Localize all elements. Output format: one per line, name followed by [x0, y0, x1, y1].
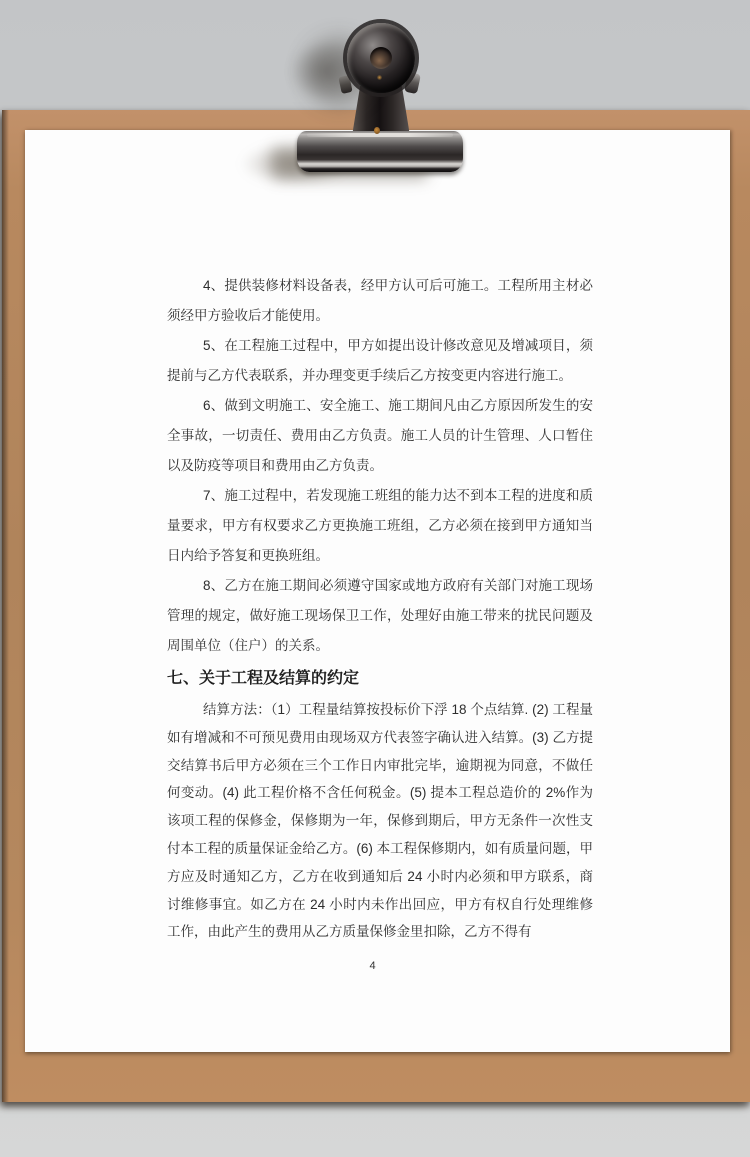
clip-stem — [352, 86, 410, 136]
contract-paragraph: 4、提供装修材料设备表，经甲方认可后可施工。工程所用主材必须经甲方验收后才能使用。 — [167, 278, 593, 323]
section-heading: 七、关于工程及结算的约定 — [167, 670, 360, 687]
paper-sheet — [25, 130, 730, 1052]
contract-paragraph: 7、施工过程中，若发现施工班组的能力达不到本工程的进度和质量要求，甲方有权要求乙方更换施工班组，乙方必须在接到甲方通知当日内给予答复和更换班组。 — [167, 488, 593, 563]
clip-rivet — [374, 127, 380, 134]
page-number: 4 — [369, 960, 376, 972]
clip-bar — [297, 131, 463, 172]
clip-knob-glint — [377, 75, 382, 80]
clip-knob — [347, 23, 415, 93]
contract-paragraph: 6、做到文明施工、安全施工、施工期间凡由乙方原因所发生的安全事故，一切责任、费用由乙方负责。施工人员的计生管理、人口暂住以及防疫等项目和费用由乙方负责。 — [167, 398, 593, 473]
document-content — [167, 271, 593, 946]
contract-paragraph: 5、在工程施工过程中，甲方如提出设计修改意见及增减项目，须提前与乙方代表联系，并办理变更手续后乙方按变更内容进行施工。 — [167, 338, 593, 383]
binder-clip — [0, 0, 750, 200]
contract-paragraph: 8、乙方在施工期间必须遵守国家或地方政府有关部门对施工现场管理的规定，做好施工现场保卫工作，处理好由施工带来的扰民问题及周围单位（住户）的关系。 — [167, 578, 593, 653]
settlement-paragraph: 结算方法：（1）工程量结算按投标价下浮 18 个点结算. (2) 工程量如有增减和不可预见费用由现场双方代表签字确认进入结算。(3) 乙方提交结算书后甲方必须在三个工作日内审批完毕，逾期视为同意，不做任何变动。(4) 此工程价格不含任何税金。(5) 提本工程总造价的 2%作为该项工程的保修金，保修期为一年，保修到期后，甲方无条件一次性支付本工程的质量保证金给乙方。(6) 本工程保修期内，如有质量问题，甲方应及时通知乙方，乙方在收到通知后 24 小时内必须和甲方联系，商讨维修事宜。如乙方在 24 小时内未作出回应，甲方有权自行处理维修工作，由此产生的费用从乙方质量保修金里扣除，乙方不得有 — [167, 702, 593, 940]
clip-knob-hole-icon — [370, 47, 392, 69]
